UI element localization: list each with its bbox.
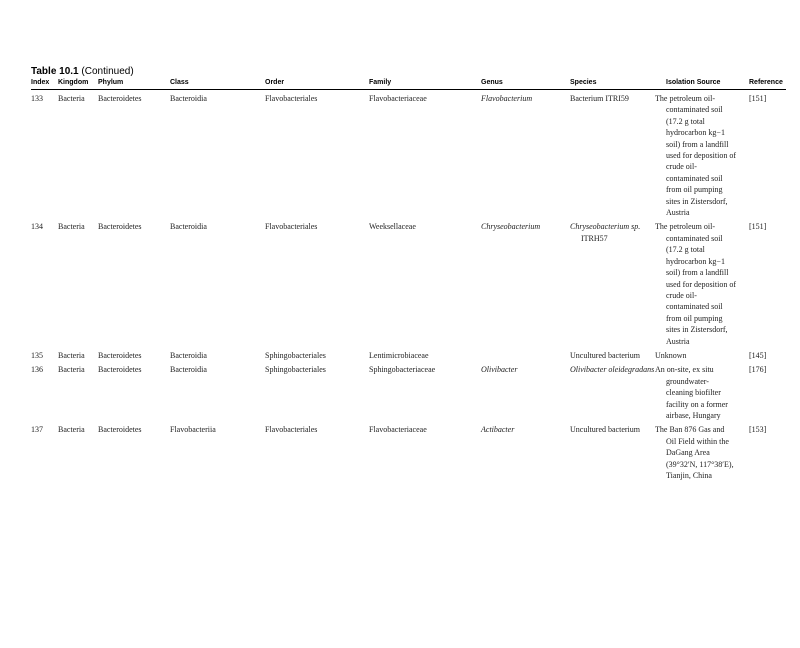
- cell-index: 134: [31, 222, 43, 232]
- cell-class: Bacteroidia: [170, 365, 207, 375]
- cell-genus: Flavobacterium: [481, 94, 533, 103]
- cell-isolation-source: [655, 218, 749, 346]
- cell-species: [570, 347, 666, 361]
- table-row: [31, 218, 786, 346]
- isolation-source-text: The Ban 876 Gas and Oil Field within the DaGang Area (39°32′N, 117°38′E), Tianjin, China: [655, 425, 734, 480]
- cell-phylum: Bacteroidetes: [98, 94, 142, 103]
- cell-kingdom: Bacteria: [58, 425, 85, 435]
- table-row: [31, 421, 786, 481]
- reference-link[interactable]: [151]: [749, 222, 767, 232]
- isolation-source-text: Unknown: [655, 350, 687, 360]
- species-line: Olivibacter oleidegradans: [570, 365, 655, 375]
- reference-link[interactable]: [153]: [749, 425, 767, 435]
- isolation-source-text: An on-site, ex situ groundwater-cleaning biofilter facility on a former airbase, Hungary: [655, 365, 728, 420]
- cell-phylum: Bacteroidetes: [98, 350, 142, 360]
- cell-family: Flavobacteriaceae: [369, 94, 427, 103]
- cell-family: Flavobacteriaceae: [369, 425, 427, 435]
- cell-species: [570, 218, 666, 346]
- header-species: Species: [570, 78, 666, 90]
- cell-genus: [481, 347, 570, 361]
- cell-genus: Actibacter: [481, 425, 515, 435]
- cell-phylum: Bacteroidetes: [98, 365, 142, 375]
- cell-order: Flavobacteriales: [265, 222, 318, 232]
- cell-index: 137: [31, 425, 43, 435]
- isolation-source-text: The petroleum oil-contaminated soil (17.2 g total hydrocarbon kg−1 soil) from a landfill used for deposition of crude oil-contaminated soil from oil pumping sites in Zistersdorf, Austria: [655, 94, 736, 218]
- taxonomy-table: [31, 78, 786, 481]
- species-line: Chryseobacterium sp.: [570, 222, 641, 232]
- cell-isolation-source: [655, 90, 749, 219]
- reference-link[interactable]: [151]: [749, 94, 767, 103]
- isolation-source-text: The petroleum oil-contaminated soil (17.2 g total hydrocarbon kg−1 soil) from a landfill used for deposition of crude oil-contaminated soil from oil pumping sites in Zistersdorf, Austria: [655, 222, 736, 346]
- table-row: [31, 361, 786, 421]
- table-caption-label: Table 10.1: [31, 66, 79, 77]
- reference-link[interactable]: [176]: [749, 365, 767, 375]
- table-row: [31, 90, 786, 219]
- header-family: Family: [369, 78, 481, 90]
- cell-family: Weeksellaceae: [369, 222, 416, 232]
- cell-order: Flavobacteriales: [265, 94, 318, 103]
- cell-family: Lentimicrobiaceae: [369, 350, 429, 360]
- cell-kingdom: Bacteria: [58, 365, 85, 375]
- cell-isolation-source: [655, 347, 749, 361]
- table-row: [31, 347, 786, 361]
- cell-index: 136: [31, 365, 43, 375]
- cell-isolation-source: [655, 421, 749, 481]
- cell-index: 135: [31, 350, 43, 360]
- cell-class: Bacteroidia: [170, 350, 207, 360]
- header-phylum: Phylum: [98, 78, 170, 90]
- table-caption: [31, 66, 134, 77]
- cell-order: Flavobacteriales: [265, 425, 318, 435]
- cell-species: [570, 361, 666, 421]
- cell-family: Sphingobacteriaceae: [369, 365, 436, 375]
- header-index: Index: [31, 78, 58, 90]
- cell-genus: Olivibacter: [481, 365, 518, 375]
- cell-class: Bacteroidia: [170, 222, 207, 232]
- header-order: Order: [265, 78, 369, 90]
- cell-class: Bacteroidia: [170, 94, 207, 103]
- cell-kingdom: Bacteria: [58, 94, 85, 103]
- header-genus: Genus: [481, 78, 570, 90]
- header-reference: Reference: [749, 78, 786, 90]
- header-isolation-source: Isolation Source: [666, 78, 749, 90]
- cell-phylum: Bacteroidetes: [98, 222, 142, 232]
- table-caption-suffix: (Continued): [81, 66, 134, 77]
- cell-class: Flavobacteriia: [170, 425, 216, 435]
- cell-order: Sphingobacteriales: [265, 350, 326, 360]
- table-header-row: [31, 78, 786, 90]
- header-kingdom: Kingdom: [58, 78, 98, 90]
- cell-isolation-source: [655, 361, 749, 421]
- species-line: Uncultured bacterium: [570, 350, 640, 360]
- cell-order: Sphingobacteriales: [265, 365, 326, 375]
- cell-index: 133: [31, 94, 43, 103]
- species-line: Bacterium ITRI59: [570, 94, 629, 103]
- cell-kingdom: Bacteria: [58, 350, 85, 360]
- species-line-2: ITRH57: [581, 233, 608, 243]
- species-line: Uncultured bacterium: [570, 425, 640, 435]
- cell-genus: Chryseobacterium: [481, 222, 541, 232]
- cell-kingdom: Bacteria: [58, 222, 85, 232]
- cell-phylum: Bacteroidetes: [98, 425, 142, 435]
- cell-species: [570, 90, 666, 219]
- cell-species: [570, 421, 666, 481]
- reference-link[interactable]: [145]: [749, 350, 767, 360]
- header-class: Class: [170, 78, 265, 90]
